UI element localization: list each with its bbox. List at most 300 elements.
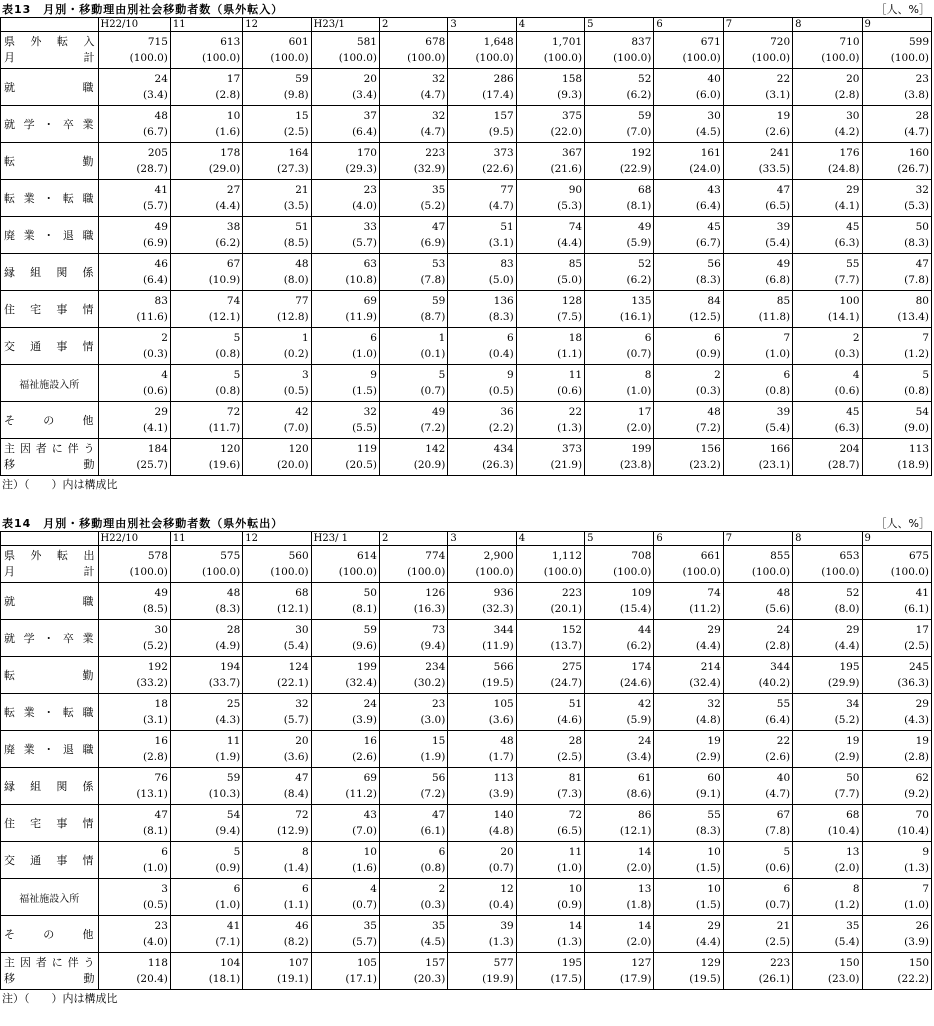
cell-percent: (0.2): [283, 348, 309, 360]
cell-percent: (11.9): [345, 311, 377, 323]
data-cell: [98, 106, 170, 143]
cell-percent: (2.6): [352, 751, 377, 763]
cell-value: 48: [295, 258, 309, 270]
data-cell: [98, 32, 170, 69]
data-cell: [311, 731, 379, 768]
row-label: [1, 69, 99, 106]
cell-percent: (6.4): [765, 714, 791, 726]
cell-value: 3: [301, 369, 309, 381]
cell-value: 49: [154, 221, 168, 233]
cell-value: 344: [770, 661, 791, 673]
cell-value: 54: [226, 809, 241, 821]
data-cell: [793, 254, 862, 291]
data-cell: [98, 291, 170, 328]
data-cell: [654, 254, 723, 291]
cell-value: 59: [295, 73, 309, 85]
cell-percent: (7.2): [420, 788, 446, 800]
cell-percent: (4.9): [215, 640, 241, 652]
cell-percent: (4.6): [557, 714, 583, 726]
data-cell: [170, 657, 242, 694]
cell-value: 204: [839, 443, 860, 455]
cell-percent: (100.0): [338, 52, 377, 64]
cell-value: 49: [154, 587, 168, 599]
row-label: [1, 439, 99, 476]
cell-percent: (26.3): [482, 459, 514, 471]
cell-percent: (1.1): [557, 348, 583, 360]
data-cell: [862, 328, 932, 365]
cell-value: 708: [631, 550, 652, 562]
cell-percent: (0.7): [420, 385, 446, 397]
data-cell: [170, 879, 242, 916]
cell-value: 2: [852, 332, 860, 344]
data-cell: [723, 620, 792, 657]
cell-percent: (5.3): [904, 200, 929, 212]
cell-percent: (6.7): [695, 237, 721, 249]
cell-value: 24: [363, 698, 377, 710]
cell-value: 109: [631, 587, 652, 599]
cell-percent: (6.2): [626, 274, 652, 286]
data-cell: [379, 694, 447, 731]
cell-value: 55: [707, 809, 721, 821]
cell-percent: (3.9): [904, 936, 929, 948]
cell-percent: (6.4): [142, 274, 168, 286]
row-label-text: 交 通 事 情: [4, 340, 95, 353]
cell-percent: (0.5): [142, 899, 168, 911]
cell-value: 855: [770, 550, 791, 562]
column-header: 2: [379, 532, 447, 546]
cell-value: 52: [638, 258, 652, 270]
row-label: [1, 546, 99, 583]
cell-value: 35: [846, 920, 860, 932]
cell-percent: (6.3): [834, 237, 860, 249]
cell-percent: (22.0): [550, 126, 583, 138]
data-cell: [243, 328, 311, 365]
cell-value: 166: [770, 443, 791, 455]
column-header: 9: [862, 532, 932, 546]
cell-value: 59: [638, 110, 652, 122]
data-cell: [243, 546, 311, 583]
cell-percent: (0.8): [420, 862, 446, 874]
cell-percent: (33.5): [758, 163, 791, 175]
data-cell: [243, 143, 311, 180]
cell-value: 613: [220, 36, 241, 48]
cell-value: 32: [431, 110, 446, 122]
row-label-text: 住 宅 事 情: [4, 817, 95, 830]
data-cell: [793, 180, 862, 217]
column-header-row: [1, 18, 932, 32]
data-cell: [585, 694, 654, 731]
data-cell: [379, 328, 447, 365]
data-cell: [793, 32, 862, 69]
row-label: [1, 106, 99, 143]
cell-value: 18: [568, 332, 583, 344]
cell-value: 51: [500, 221, 514, 233]
cell-value: 48: [776, 587, 791, 599]
cell-value: 12: [500, 883, 514, 895]
row-label: [1, 879, 99, 916]
cell-percent: (100.0): [129, 52, 168, 64]
cell-percent: (28.7): [827, 459, 860, 471]
cell-percent: (4.3): [215, 714, 241, 726]
data-cell: [516, 217, 584, 254]
data-cell: [862, 879, 932, 916]
cell-percent: (4.4): [557, 237, 583, 249]
data-cell: [311, 657, 379, 694]
cell-value: 45: [707, 221, 721, 233]
cell-value: 13: [638, 883, 652, 895]
cell-value: 29: [846, 184, 860, 196]
data-cell: [311, 439, 379, 476]
cell-percent: (100.0): [682, 52, 721, 64]
cell-percent: (100.0): [202, 52, 241, 64]
cell-percent: (5.7): [142, 200, 168, 212]
data-cell: [448, 254, 516, 291]
cell-percent: (5.4): [765, 237, 791, 249]
cell-percent: (6.1): [904, 603, 929, 615]
data-cell: [243, 879, 311, 916]
cell-value: 14: [638, 920, 652, 932]
cell-value: 39: [776, 221, 791, 233]
data-cell: [585, 254, 654, 291]
data-cell: [516, 879, 584, 916]
cell-value: 37: [363, 110, 377, 122]
data-cell: [516, 254, 584, 291]
data-cell: [448, 32, 516, 69]
data-cell: [862, 254, 932, 291]
cell-value: 178: [220, 147, 241, 159]
cell-value: 774: [425, 550, 446, 562]
data-cell: [585, 916, 654, 953]
cell-value: 176: [839, 147, 860, 159]
data-cell: [516, 291, 584, 328]
data-cell: [723, 106, 792, 143]
cell-value: 710: [839, 36, 860, 48]
data-cell: [516, 365, 584, 402]
data-cell: [654, 583, 723, 620]
data-cell: [170, 143, 242, 180]
data-cell: [585, 32, 654, 69]
data-cell: [654, 731, 723, 768]
data-cell: [862, 731, 932, 768]
data-cell: [170, 583, 242, 620]
cell-percent: (16.3): [413, 603, 446, 615]
data-cell: [379, 69, 447, 106]
cell-value: 17: [638, 406, 652, 418]
cell-percent: (23.8): [619, 459, 652, 471]
data-cell: [723, 328, 792, 365]
data-cell: [243, 402, 311, 439]
table-title: 表14 月別・移動理由別社会移動者数（県外転出）: [2, 517, 284, 530]
cell-percent: (2.2): [488, 422, 514, 434]
data-cell: [170, 69, 242, 106]
cell-percent: (10.4): [897, 825, 929, 837]
data-cell: [585, 953, 654, 990]
cell-percent: (3.1): [142, 714, 168, 726]
cell-percent: (8.4): [283, 788, 309, 800]
cell-value: 32: [363, 406, 377, 418]
cell-value: 16: [154, 735, 168, 747]
data-cell: [654, 32, 723, 69]
data-cell: [516, 328, 584, 365]
data-cell: [793, 546, 862, 583]
cell-percent: (8.3): [215, 603, 241, 615]
cell-value: 373: [562, 443, 583, 455]
cell-percent: (100.0): [682, 566, 721, 578]
column-header: 3: [448, 18, 516, 32]
data-cell: [243, 694, 311, 731]
data-cell: [448, 180, 516, 217]
cell-percent: (1.4): [283, 862, 309, 874]
cell-percent: (13.7): [550, 640, 583, 652]
data-cell: [243, 106, 311, 143]
cell-percent: (100.0): [407, 52, 446, 64]
data-cell: [98, 365, 170, 402]
cell-value: 45: [846, 406, 860, 418]
data-cell: [654, 620, 723, 657]
row-label-line1: 県 外 転 出: [4, 549, 95, 562]
column-header: 4: [516, 18, 584, 32]
data-cell: [723, 768, 792, 805]
data-cell: [170, 402, 242, 439]
cell-value: 23: [363, 184, 377, 196]
cell-percent: (100.0): [613, 566, 652, 578]
cell-value: 720: [770, 36, 791, 48]
cell-percent: (40.2): [758, 677, 791, 689]
cell-value: 28: [915, 110, 929, 122]
cell-value: 160: [908, 147, 929, 159]
row-label: [1, 365, 99, 402]
data-cell: [654, 694, 723, 731]
cell-percent: (0.3): [142, 348, 168, 360]
cell-value: 36: [500, 406, 514, 418]
cell-value: 8: [644, 369, 652, 381]
cell-value: 136: [493, 295, 514, 307]
cell-percent: (20.9): [413, 459, 446, 471]
cell-percent: (0.6): [142, 385, 168, 397]
data-cell: [654, 439, 723, 476]
table-row: [1, 180, 932, 217]
cell-percent: (9.4): [215, 825, 241, 837]
cell-value: 6: [161, 846, 168, 858]
cell-percent: (100.0): [475, 566, 514, 578]
data-cell: [793, 328, 862, 365]
data-cell: [793, 439, 862, 476]
cell-percent: (4.5): [420, 936, 446, 948]
cell-percent: (10.3): [208, 788, 241, 800]
cell-value: 6: [783, 369, 791, 381]
column-header: 5: [585, 18, 654, 32]
cell-value: 192: [631, 147, 652, 159]
cell-value: 47: [431, 221, 446, 233]
cell-percent: (20.1): [550, 603, 583, 615]
cell-value: 1: [301, 332, 309, 344]
cell-percent: (1.5): [352, 385, 377, 397]
data-cell: [98, 583, 170, 620]
column-header: 8: [793, 18, 862, 32]
cell-percent: (6.4): [695, 200, 721, 212]
data-cell: [243, 180, 311, 217]
table-header: [0, 517, 934, 531]
row-label-text: 転業・転職: [4, 706, 95, 719]
cell-value: 39: [776, 406, 791, 418]
data-cell: [723, 583, 792, 620]
cell-percent: (1.6): [215, 126, 241, 138]
cell-value: 30: [154, 624, 168, 636]
cell-value: 32: [707, 698, 721, 710]
cell-percent: (6.1): [420, 825, 446, 837]
cell-percent: (0.6): [834, 385, 860, 397]
row-label: [1, 328, 99, 365]
data-cell: [311, 583, 379, 620]
data-cell: [243, 365, 311, 402]
cell-percent: (33.7): [208, 677, 241, 689]
table-note: 注）（ ）内は構成比: [2, 992, 118, 1005]
cell-value: 107: [288, 957, 309, 969]
cell-value: 241: [770, 147, 791, 159]
data-cell: [585, 439, 654, 476]
cell-value: 83: [154, 295, 168, 307]
data-cell: [793, 953, 862, 990]
data-cell: [379, 291, 447, 328]
cell-value: 6: [783, 883, 791, 895]
table13-section: [0, 3, 934, 494]
cell-percent: (5.6): [765, 603, 791, 615]
cell-value: 80: [915, 295, 929, 307]
cell-percent: (3.8): [904, 89, 929, 101]
data-cell: [654, 143, 723, 180]
cell-value: 28: [568, 735, 583, 747]
cell-value: 120: [220, 443, 241, 455]
cell-percent: (26.1): [758, 973, 791, 985]
table-row: [1, 365, 932, 402]
cell-percent: (100.0): [751, 52, 791, 64]
cell-percent: (2.8): [215, 89, 241, 101]
cell-value: 41: [154, 184, 168, 196]
data-cell: [516, 69, 584, 106]
cell-value: 223: [425, 147, 446, 159]
cell-value: 54: [915, 406, 929, 418]
cell-percent: (4.7): [765, 788, 791, 800]
cell-percent: (2.6): [765, 126, 791, 138]
data-cell: [448, 365, 516, 402]
cell-value: 223: [770, 957, 791, 969]
cell-percent: (0.6): [557, 385, 583, 397]
cell-value: 21: [776, 920, 791, 932]
cell-percent: (5.7): [352, 237, 377, 249]
cell-percent: (5.3): [557, 200, 583, 212]
cell-percent: (15.4): [619, 603, 652, 615]
data-cell: [448, 143, 516, 180]
cell-value: 42: [638, 698, 652, 710]
data-cell: [170, 291, 242, 328]
row-label: [1, 731, 99, 768]
cell-percent: (0.8): [215, 348, 241, 360]
row-label-text: 交 通 事 情: [4, 854, 95, 867]
cell-value: 2,900: [483, 550, 514, 562]
cell-value: 577: [493, 957, 514, 969]
cell-value: 119: [356, 443, 377, 455]
cell-value: 55: [776, 698, 791, 710]
cell-value: 17: [226, 73, 241, 85]
row-label: [1, 254, 99, 291]
data-cell: [862, 217, 932, 254]
cell-percent: (3.5): [283, 200, 309, 212]
cell-value: 29: [707, 920, 721, 932]
cell-value: 223: [562, 587, 583, 599]
data-cell: [379, 583, 447, 620]
data-cell: [379, 842, 447, 879]
cell-percent: (1.6): [352, 862, 377, 874]
data-cell: [585, 143, 654, 180]
cell-percent: (7.7): [834, 788, 860, 800]
cell-value: 6: [301, 883, 309, 895]
cell-value: 19: [707, 735, 721, 747]
cell-percent: (25.7): [136, 459, 168, 471]
cell-percent: (1.8): [626, 899, 652, 911]
cell-percent: (5.2): [420, 200, 446, 212]
cell-percent: (3.4): [352, 89, 377, 101]
data-cell: [516, 32, 584, 69]
cell-percent: (6.9): [420, 237, 446, 249]
data-cell: [311, 143, 379, 180]
data-cell: [311, 953, 379, 990]
data-cell: [723, 217, 792, 254]
cell-percent: (0.9): [557, 899, 583, 911]
data-cell: [793, 842, 862, 879]
cell-value: 120: [288, 443, 309, 455]
cell-percent: (4.1): [142, 422, 168, 434]
column-header: 12: [243, 532, 311, 546]
data-cell: [170, 106, 242, 143]
table-row: [1, 620, 932, 657]
cell-value: 42: [295, 406, 309, 418]
cell-percent: (23.2): [689, 459, 721, 471]
data-cell: [311, 32, 379, 69]
data-cell: [516, 768, 584, 805]
cell-value: 34: [846, 698, 860, 710]
cell-percent: (1.0): [626, 385, 652, 397]
cell-percent: (100.0): [821, 566, 860, 578]
cell-value: 578: [147, 550, 168, 562]
data-cell: [516, 953, 584, 990]
data-cell: [862, 694, 932, 731]
cell-percent: (6.0): [695, 89, 721, 101]
cell-value: 41: [915, 587, 929, 599]
cell-percent: (100.0): [129, 566, 168, 578]
cell-percent: (32.4): [689, 677, 721, 689]
data-cell: [862, 768, 932, 805]
cell-value: 68: [638, 184, 652, 196]
cell-value: 205: [147, 147, 168, 159]
cell-value: 86: [638, 809, 652, 821]
cell-value: 48: [226, 587, 241, 599]
cell-percent: (1.5): [695, 899, 721, 911]
data-cell: [585, 180, 654, 217]
row-label-text: 縁 組 関 係: [4, 266, 95, 279]
cell-value: 4: [161, 369, 168, 381]
cell-value: 129: [700, 957, 721, 969]
cell-percent: (0.4): [488, 899, 514, 911]
data-cell: [98, 768, 170, 805]
cell-percent: (0.7): [626, 348, 652, 360]
cell-value: 9: [370, 369, 377, 381]
cell-percent: (1.3): [557, 422, 583, 434]
cell-percent: (100.0): [475, 52, 514, 64]
cell-value: 51: [295, 221, 309, 233]
row-label-text: 就学・卒業: [4, 632, 95, 645]
row-label-text: そ の 他: [4, 928, 95, 941]
cell-value: 49: [776, 258, 791, 270]
